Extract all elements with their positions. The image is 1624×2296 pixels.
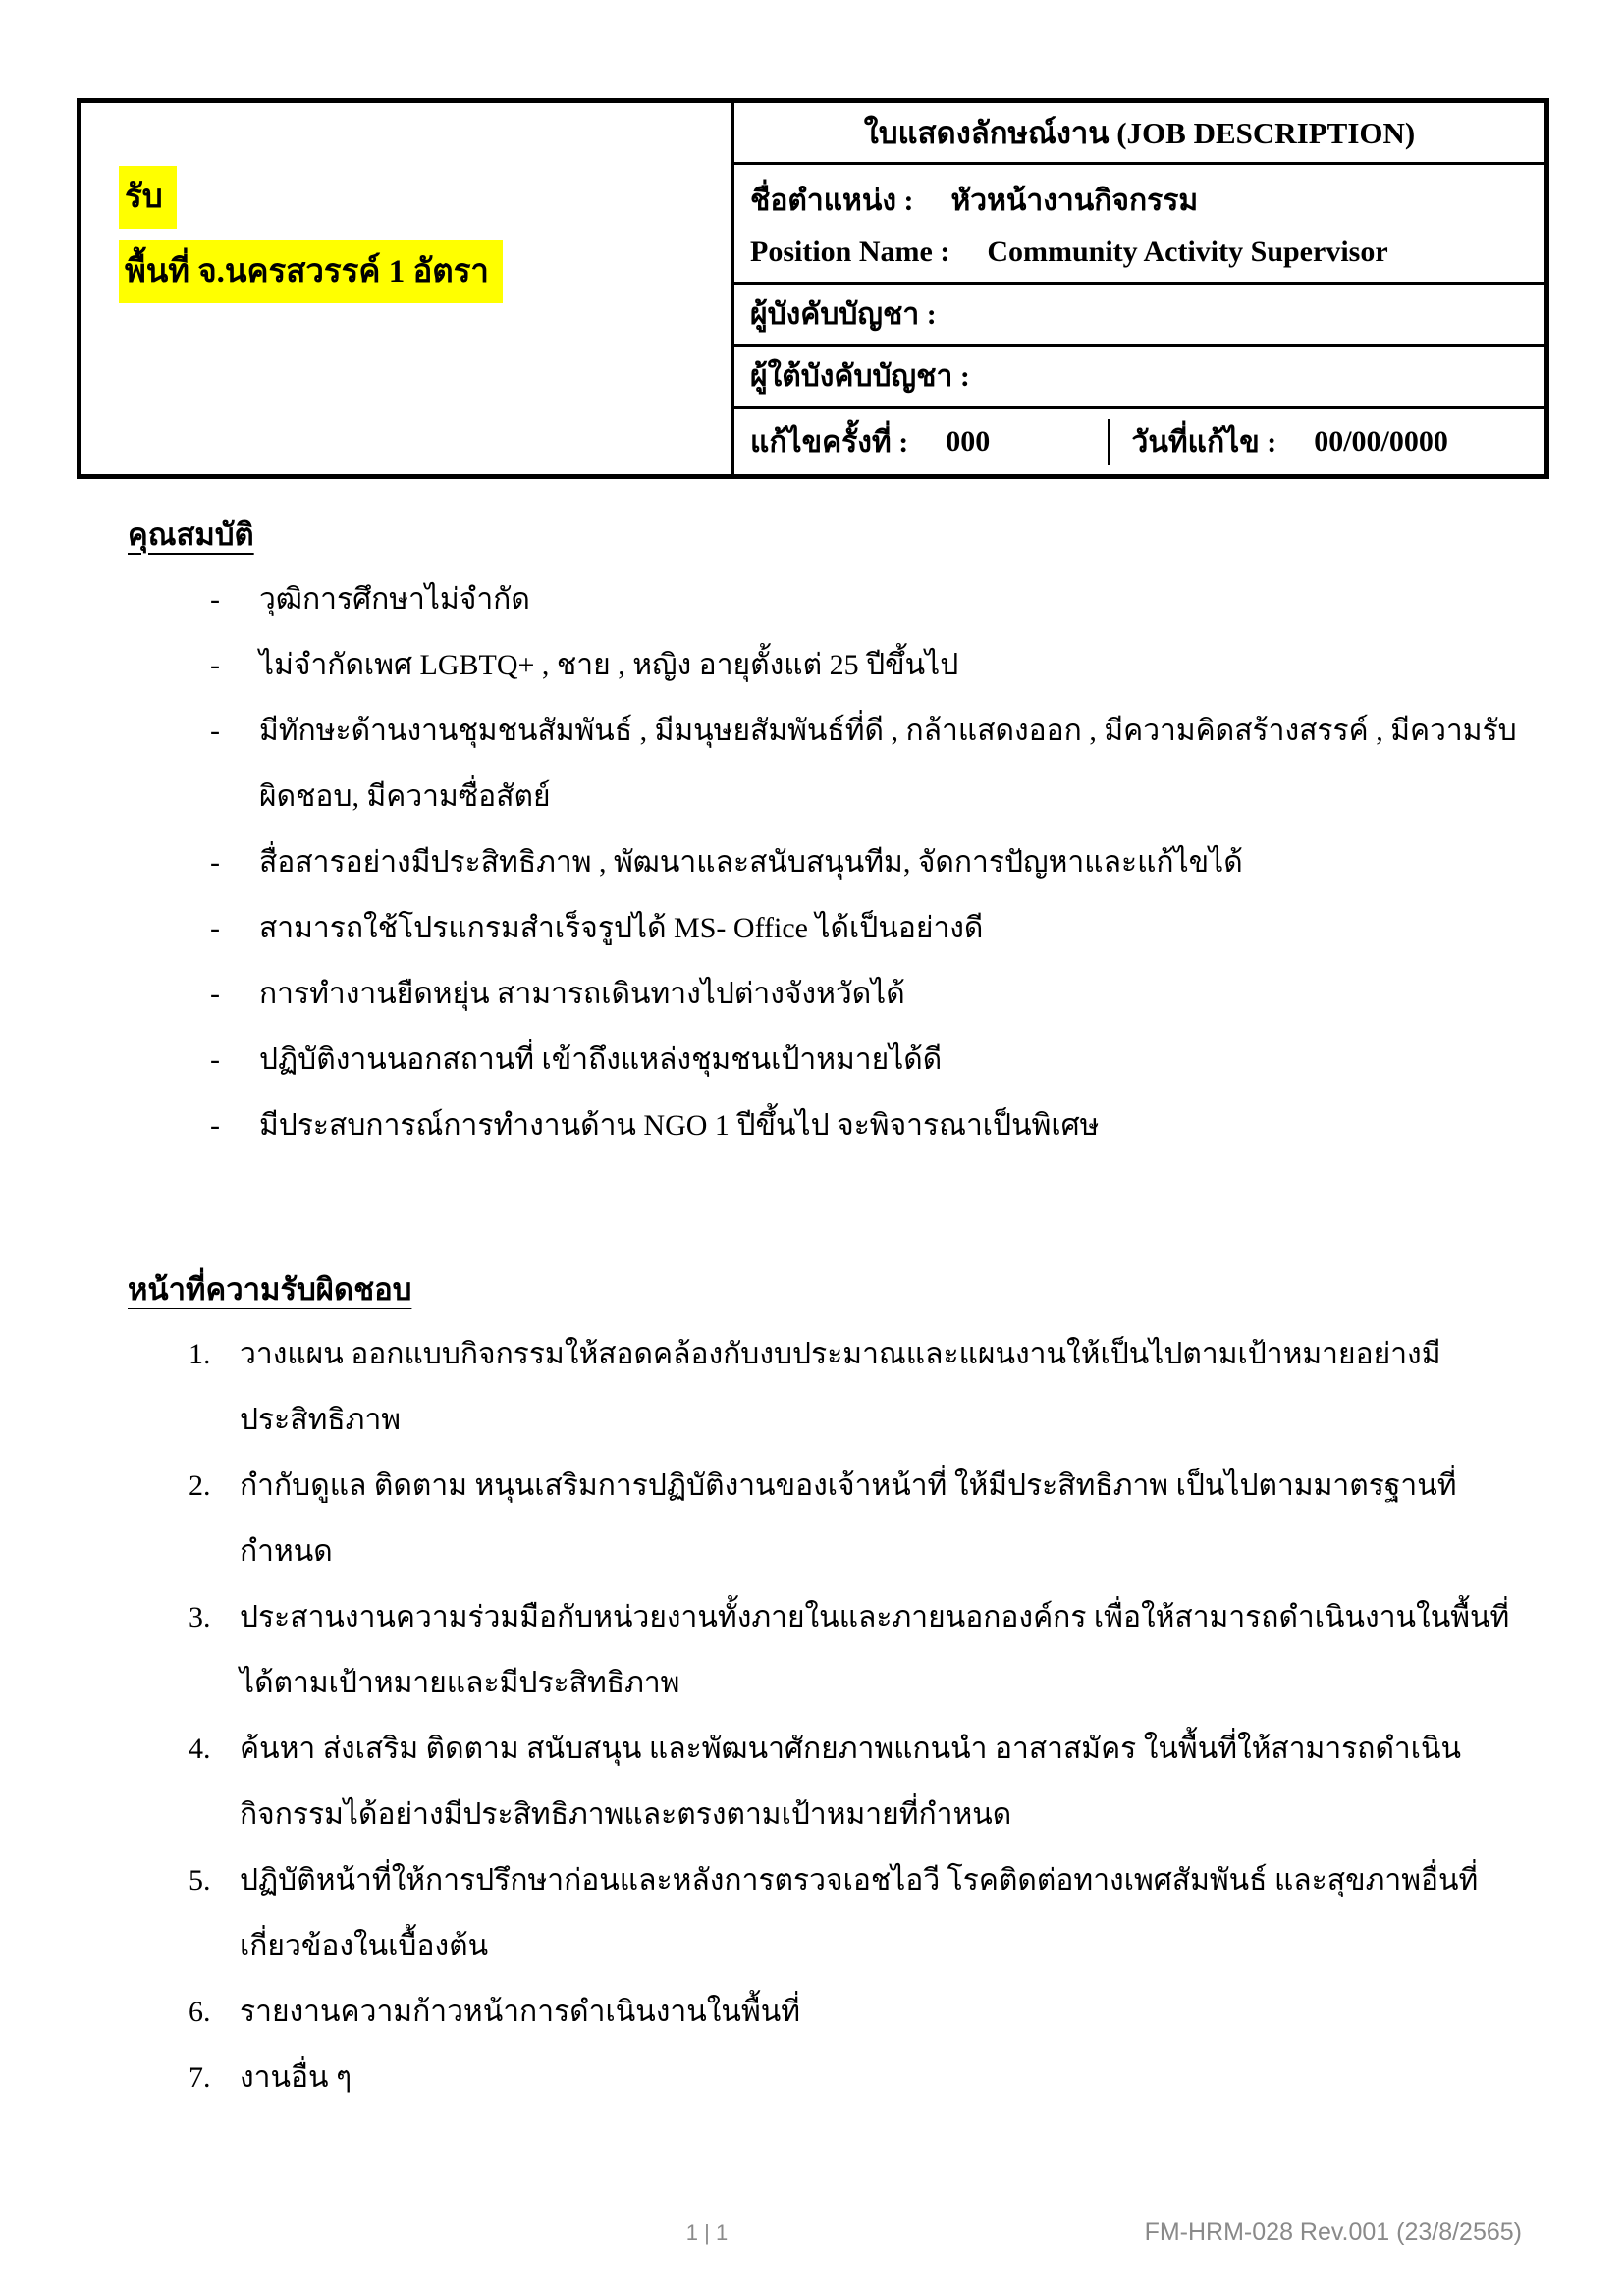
qualification-text: วุฒิการศึกษาไม่จำกัด	[259, 583, 530, 615]
vacancy-line-1	[119, 166, 722, 229]
bullet-dash: -	[210, 1109, 220, 1142]
position-en-label: Position Name :	[750, 236, 950, 269]
bullet-dash: -	[210, 912, 220, 944]
responsibility-text: กำกับดูแล ติดตาม หนุนเสริมการปฏิบัติงานของเจ้าหน้าที่ ให้มีประสิทธิภาพ เป็นไปตามมาตรฐานที่กำหนด	[240, 1469, 1457, 1568]
responsibilities-section	[77, 1268, 1545, 2110]
supervisor-row	[734, 285, 1544, 347]
responsibility-text: ประสานงานความร่วมมือกับหน่วยงานทั้งภายในและภายนอกองค์กร เพื่อให้สามารถดำเนินงานในพื้นที่ได้ตามเป้าหมายและมีประสิทธิภาพ	[240, 1601, 1510, 1699]
vacancy-line-2	[119, 240, 722, 303]
item-number: 1.	[189, 1338, 211, 1370]
responsibility-text: วางแผน ออกแบบกิจกรรมให้สอดคล้องกับงบประมาณและแผนงานให้เป็นไปตามเป้าหมายอย่างมีประสิทธิภาพ	[240, 1338, 1441, 1436]
item-number: 2.	[189, 1469, 211, 1502]
supervisor-label: ผู้บังคับบัญชา :	[750, 297, 937, 331]
vacancy-highlight-1: รับ	[119, 166, 177, 229]
item-number: 5.	[189, 1864, 211, 1896]
revision-label: แก้ไขครั้งที่ :	[750, 425, 909, 458]
qualification-item	[77, 961, 1545, 1027]
responsibility-item	[77, 1716, 1545, 1847]
qualification-item	[77, 895, 1545, 961]
subordinate-label: ผู้ใต้บังคับบัญชา :	[750, 360, 970, 393]
qualification-item	[77, 698, 1545, 829]
subordinate-row	[734, 347, 1544, 409]
responsibility-text: รายงานความก้าวหน้าการดำเนินงานในพื้นที่	[240, 1996, 800, 2028]
position-name-en-row	[750, 236, 1544, 269]
qualification-text: สื่อสารอย่างมีประสิทธิภาพ , พัฒนาและสนับสนุนทีม, จัดการปัญหาและแก้ไขได้	[259, 846, 1243, 879]
responsibility-text: ค้นหา ส่งเสริม ติดตาม สนับสนุน และพัฒนาศักยภาพแกนนำ อาสาสมัคร ในพื้นที่ให้สามารถดำเนินกิจกรรมได้อย่างมีประสิทธิภาพและตรงตามเป้าหมายที่กำหนด	[240, 1733, 1462, 1831]
responsibility-item	[77, 2045, 1545, 2110]
responsibilities-list	[77, 1321, 1545, 2110]
bullet-dash: -	[210, 649, 220, 681]
revision-date-cell	[1108, 419, 1545, 465]
qualifications-heading: คุณสมบัติ	[128, 517, 254, 552]
revision-date-value: 00/00/0000	[1314, 425, 1448, 457]
qualification-text: มีทักษะด้านงานชุมชนสัมพันธ์ , มีมนุษยสัมพันธ์ที่ดี , กล้าแสดงออก , มีความคิดสร้างสรรค์ , มีความรับผิดชอบ, มีความซื่อสัตย์	[259, 715, 1517, 813]
qualification-text: ปฏิบัติงานนอกสถานที่ เข้าถึงแหล่งชุมชนเป้าหมายได้ดี	[259, 1043, 943, 1076]
page-number: 1 | 1	[685, 2220, 729, 2245]
qualification-item	[77, 1027, 1545, 1093]
qualification-item	[77, 632, 1545, 698]
revision-date-label: วันที่แก้ไข :	[1131, 425, 1277, 458]
bullet-dash: -	[210, 583, 220, 615]
responsibility-item	[77, 1321, 1545, 1453]
item-number: 6.	[189, 1996, 211, 2028]
responsibility-item	[77, 1453, 1545, 1584]
revision-row	[734, 409, 1544, 474]
vacancy-highlight-2: พื้นที่ จ.นครสวรรค์ 1 อัตรา	[119, 240, 503, 303]
header-table-right-column	[734, 103, 1544, 474]
qualifications-section	[77, 513, 1545, 1158]
item-number: 4.	[189, 1733, 211, 1765]
position-cell	[734, 165, 1544, 285]
bullet-dash: -	[210, 1043, 220, 1076]
bullet-dash: -	[210, 846, 220, 879]
responsibility-item	[77, 1584, 1545, 1716]
responsibility-item	[77, 1979, 1545, 2045]
qualification-text: สามารถใช้โปรแกรมสำเร็จรูปได้ MS- Office ได้เป็นอย่างดี	[259, 912, 984, 944]
document-title: ใบแสดงลักษณ์งาน (JOB DESCRIPTION)	[734, 103, 1544, 165]
position-en-value: Community Activity Supervisor	[987, 236, 1388, 269]
qualification-text: ไม่จำกัดเพศ LGBTQ+ , ชาย , หญิง อายุตั้งแต่ 25 ปีขึ้นไป	[259, 649, 959, 681]
bullet-dash: -	[210, 715, 220, 747]
qualifications-list	[77, 566, 1545, 1158]
job-description-header-table	[77, 98, 1549, 479]
bullet-dash: -	[210, 978, 220, 1010]
form-code: FM-HRM-028 Rev.001 (23/8/2565)	[1144, 2218, 1522, 2246]
qualification-item	[77, 566, 1545, 632]
item-number: 7.	[189, 2061, 211, 2094]
qualification-text: การทำงานยืดหยุ่น สามารถเดินทางไปต่างจังหวัดได้	[259, 978, 905, 1010]
position-th-value: หัวหน้างานกิจกรรม	[950, 184, 1199, 217]
qualification-item	[77, 829, 1545, 895]
responsibilities-heading: หน้าที่ความรับผิดชอบ	[128, 1272, 412, 1307]
revision-value: 000	[946, 425, 991, 457]
responsibility-text: งานอื่น ๆ	[240, 2061, 352, 2094]
responsibility-text: ปฏิบัติหน้าที่ให้การปรึกษาก่อนและหลังการตรวจเอชไอวี โรคติดต่อทางเพศสัมพันธ์ และสุขภาพอื่นที่เกี่ยวข้องในเบื้องต้น	[240, 1864, 1479, 1962]
vacancy-cell	[81, 103, 734, 474]
responsibility-item	[77, 1847, 1545, 1979]
qualification-item	[77, 1093, 1545, 1158]
position-name-th-row	[750, 178, 1544, 224]
revision-number-cell	[734, 419, 1108, 465]
item-number: 3.	[189, 1601, 211, 1633]
position-th-label: ชื่อตำแหน่ง :	[750, 184, 914, 217]
qualification-text: มีประสบการณ์การทำงานด้าน NGO 1 ปีขึ้นไป จะพิจารณาเป็นพิเศษ	[259, 1109, 1100, 1142]
